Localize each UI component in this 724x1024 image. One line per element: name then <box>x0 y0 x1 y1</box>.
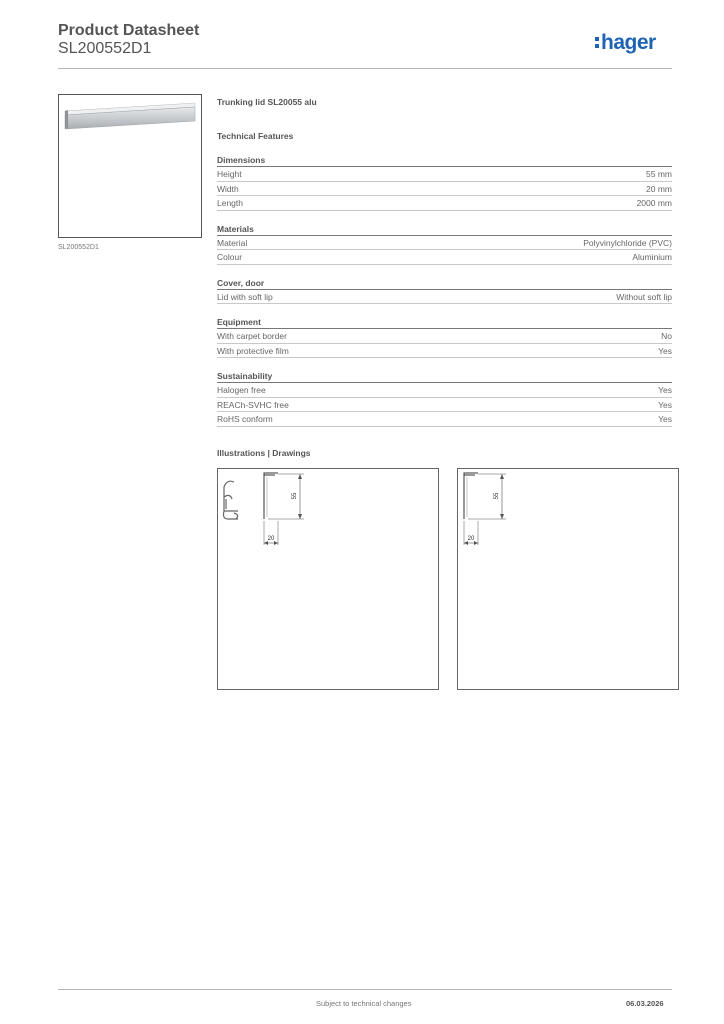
product-image-caption: SL200552D1 <box>58 244 99 251</box>
spec-value: Yes <box>658 414 672 424</box>
technical-features-heading: Technical Features <box>217 131 294 141</box>
spec-label: Width <box>217 183 239 194</box>
footer-date: 06.03.2026 <box>626 999 664 1008</box>
drawing-panel-2 <box>457 468 679 690</box>
hager-logo <box>594 28 674 56</box>
product-code: SL200552D1 <box>58 40 152 57</box>
spec-row <box>217 196 672 211</box>
spec-label: Halogen free <box>217 385 266 395</box>
illustrations-heading: Illustrations | Drawings <box>217 448 311 458</box>
spec-value: Yes <box>658 345 672 356</box>
feature-sections <box>217 154 672 427</box>
height-dimension-label: 55 <box>292 492 298 500</box>
spec-label: RoHS conform <box>217 414 273 424</box>
height-dimension-label: 55 <box>494 492 500 500</box>
footer-note: Subject to technical changes <box>316 999 412 1008</box>
feature-section <box>217 316 672 358</box>
spec-value: No <box>661 331 672 341</box>
spec-row <box>217 290 672 305</box>
spec-label: Material <box>217 237 248 248</box>
footer-divider <box>58 989 672 990</box>
spec-value: Yes <box>658 385 672 395</box>
spec-value: 55 mm <box>646 169 672 179</box>
spec-row <box>217 329 672 344</box>
spec-value: Yes <box>658 399 672 410</box>
spec-row <box>217 344 672 359</box>
spec-value: 2000 mm <box>636 198 672 208</box>
feature-section <box>217 223 672 265</box>
spec-row <box>217 182 672 197</box>
width-dimension-label: 20 <box>467 536 475 542</box>
header-divider <box>58 68 672 69</box>
spec-row <box>217 167 672 182</box>
spec-label: Height <box>217 169 242 179</box>
section-heading: Sustainability <box>217 370 672 383</box>
spec-value: Without soft lip <box>616 291 672 302</box>
spec-row <box>217 412 672 427</box>
spec-label: REACh-SVHC free <box>217 399 289 410</box>
spec-row <box>217 398 672 413</box>
cross-section-drawing <box>458 469 678 689</box>
section-heading: Equipment <box>217 316 672 329</box>
spec-row <box>217 383 672 398</box>
page-title: Product Datasheet <box>58 22 200 39</box>
section-heading: Materials <box>217 223 672 236</box>
spec-value: Polyvinylchloride (PVC) <box>583 237 672 248</box>
width-dimension-label: 20 <box>267 536 275 542</box>
drawing-panel-1 <box>217 468 439 690</box>
section-heading: Cover, door <box>217 277 672 290</box>
spec-label: Lid with soft lip <box>217 291 273 302</box>
spec-value: 20 mm <box>646 183 672 194</box>
spec-label: Colour <box>217 252 243 262</box>
feature-section <box>217 154 672 211</box>
spec-label: With carpet border <box>217 331 287 341</box>
feature-section <box>217 277 672 305</box>
cross-section-drawing <box>218 469 438 689</box>
logo-wordmark: hager <box>601 31 656 54</box>
spec-label: Length <box>217 198 243 208</box>
product-image <box>58 94 202 238</box>
feature-section <box>217 370 672 427</box>
spec-value: Aluminium <box>632 252 672 262</box>
product-title: Trunking lid SL20055 alu <box>217 97 317 107</box>
spec-row <box>217 236 672 251</box>
spec-label: With protective film <box>217 345 289 356</box>
trunking-lid-illustration <box>59 95 201 237</box>
section-heading: Dimensions <box>217 154 672 167</box>
spec-row <box>217 250 672 265</box>
technical-content <box>217 96 672 427</box>
